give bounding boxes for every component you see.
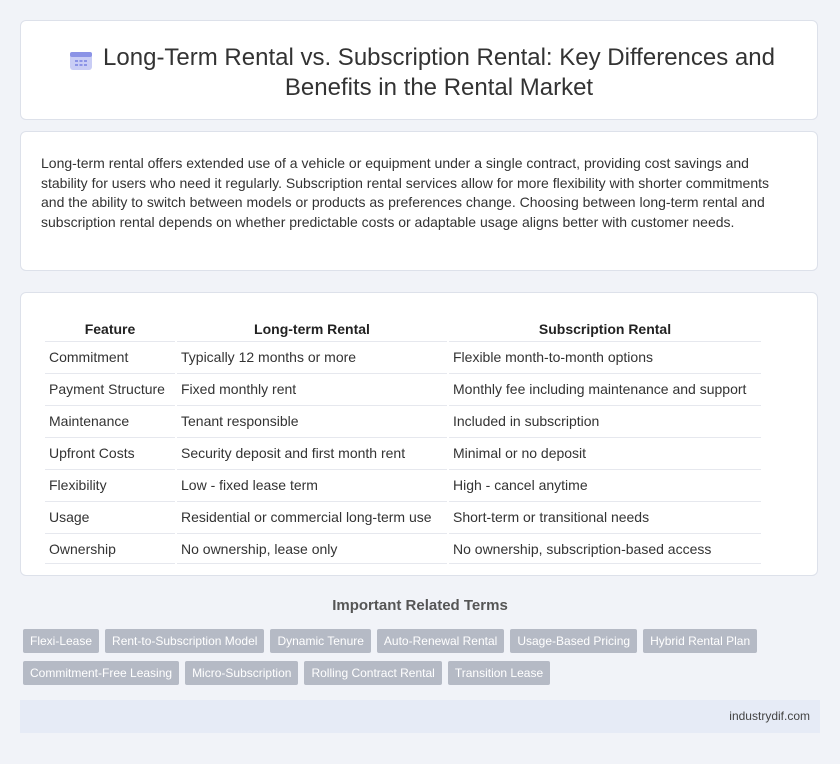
long-term-cell: Residential or commercial long-term use — [177, 501, 447, 531]
subscription-cell: Minimal or no deposit — [449, 437, 761, 467]
table-row — [45, 373, 761, 403]
feature-cell: Usage — [45, 501, 175, 531]
related-term-tag[interactable]: Auto-Renewal Rental — [377, 629, 504, 653]
long-term-cell: Security deposit and first month rent — [177, 437, 447, 467]
subscription-cell: Short-term or transitional needs — [449, 501, 761, 531]
feature-cell: Commitment — [45, 341, 175, 371]
table-row — [45, 469, 761, 499]
related-term-tag[interactable]: Commitment-Free Leasing — [23, 661, 179, 685]
comparison-table — [43, 315, 763, 566]
feature-cell: Ownership — [45, 533, 175, 564]
related-term-tag[interactable]: Dynamic Tenure — [270, 629, 370, 653]
related-term-tag[interactable]: Transition Lease — [448, 661, 550, 685]
feature-cell: Upfront Costs — [45, 437, 175, 467]
intro-card — [20, 131, 818, 271]
table-row — [45, 405, 761, 435]
intro-paragraph: Long-term rental offers extended use of a vehicle or equipment under a single contract, providing cost savings and stability for users who need it regularly. Subscription rental services allow for more flexibility with shorter commitments and the ability to switch between models or products as preferences change. Choosing between long-term rental and subscription rental depends on whether predictable costs or adaptable usage aligns better with customer needs. — [41, 155, 770, 230]
table-row — [45, 533, 761, 564]
related-term-tag[interactable]: Rent-to-Subscription Model — [105, 629, 264, 653]
related-term-tag[interactable]: Usage-Based Pricing — [510, 629, 637, 653]
related-terms-list — [23, 629, 783, 685]
feature-cell: Maintenance — [45, 405, 175, 435]
long-term-cell: Low - fixed lease term — [177, 469, 447, 499]
footer-site-label[interactable]: industrydif.com — [729, 709, 810, 723]
comparison-card — [20, 292, 818, 576]
long-term-cell: No ownership, lease only — [177, 533, 447, 564]
related-term-tag[interactable]: Flexi-Lease — [23, 629, 99, 653]
feature-cell: Flexibility — [45, 469, 175, 499]
feature-cell: Payment Structure — [45, 373, 175, 403]
column-header-feature: Feature — [84, 321, 136, 337]
related-terms-heading: Important Related Terms — [332, 597, 508, 614]
table-row — [45, 341, 761, 371]
subscription-cell: Flexible month-to-month options — [449, 341, 761, 371]
related-term-tag[interactable]: Rolling Contract Rental — [304, 661, 441, 685]
related-term-tag[interactable]: Hybrid Rental Plan — [643, 629, 757, 653]
long-term-cell: Typically 12 months or more — [177, 341, 447, 371]
subscription-cell: Monthly fee including maintenance and support — [449, 373, 761, 403]
related-term-tag[interactable]: Micro-Subscription — [185, 661, 298, 685]
page-title: Long-Term Rental vs. Subscription Rental: Key Differences and Benefits in the Rental Market — [103, 44, 775, 101]
subscription-cell: High - cancel anytime — [449, 469, 761, 499]
title-card — [20, 20, 818, 120]
long-term-cell: Fixed monthly rent — [177, 373, 447, 403]
subscription-cell: No ownership, subscription-based access — [449, 533, 761, 564]
table-row — [45, 437, 761, 467]
subscription-cell: Included in subscription — [449, 405, 761, 435]
footer-bar — [20, 700, 820, 733]
column-header-subscription: Subscription Rental — [538, 321, 672, 337]
table-header-row — [45, 317, 761, 339]
table-row — [45, 501, 761, 531]
long-term-cell: Tenant responsible — [177, 405, 447, 435]
column-header-long-term: Long-term Rental — [254, 321, 370, 337]
